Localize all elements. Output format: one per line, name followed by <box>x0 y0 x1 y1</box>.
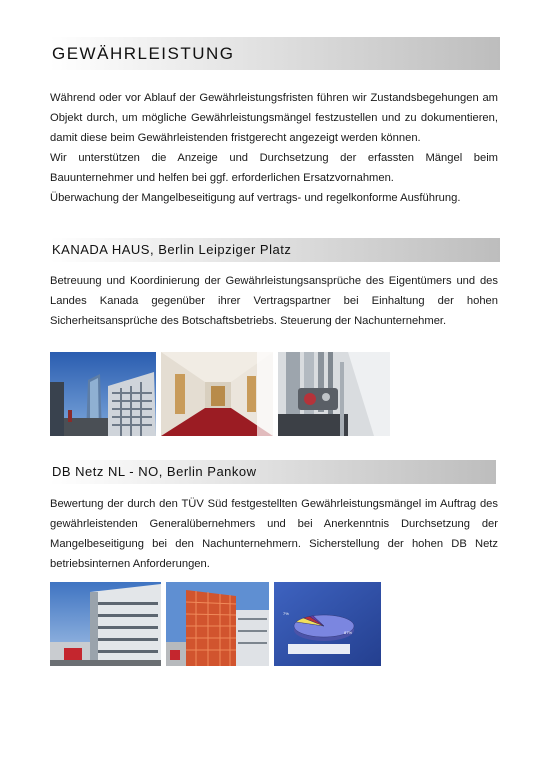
photo-high-rise-buildings <box>50 352 156 436</box>
project-text-db-netz <box>50 494 498 574</box>
intro-paragraph: Wir unterstützen die Anzeige und Durchsetzung der erfassten Mängel beim Bauunternehmer und helfen bei ggf. erforderlichen Ersatzvornahmen. <box>50 152 498 185</box>
project-description: Betreuung und Koordinierung der Gewährleistungsansprüche des Eigentümers und des Landes Kanada gegenüber ihrer Vertragspartner bei Einhaltung der hohen Sicherheitsansprüche des Botschaftsbetriebs. Steuerung der Nachunternehmer. <box>50 275 498 328</box>
photo-pie-chart-slide <box>274 582 381 666</box>
photo-scaffolded-facade <box>166 582 269 666</box>
photo-office-building <box>50 582 161 666</box>
intro-text <box>50 88 498 209</box>
photo-technical-pipes <box>278 352 390 436</box>
page-title: GEWÄHRLEISTUNG <box>50 37 500 70</box>
project-description: Bewertung der durch den TÜV Süd festgestellten Gewährleistungsmängel im Auftrag des gewährleistenden Generalübernehmers und bei Anerkenntnis Durchsetzung der Mangelbeseitigung bei den Nachunternehmern. Sicherstellung der hohen DB Netz betriebsinternen Anforderungen. <box>50 498 498 571</box>
intro-paragraph: Überwachung der Mangelbeseitigung auf vertrags- und regelkonforme Ausführung. <box>50 192 461 205</box>
project-heading-db-netz: DB Netz NL - NO, Berlin Pankow <box>50 460 496 484</box>
project-heading-kanada-haus: KANADA HAUS, Berlin Leipziger Platz <box>50 238 500 262</box>
project-text-kanada-haus <box>50 271 498 331</box>
svg-text:87%: 87% <box>344 630 353 635</box>
photo-corridor-red-carpet <box>161 352 273 436</box>
svg-text:7%: 7% <box>283 611 289 616</box>
intro-paragraph: Während oder vor Ablauf der Gewährleistungsfristen führen wir Zustandsbegehungen am Objekt durch, um mögliche Gewährleistungsmängel festzustellen und zu dokumentieren, damit diese beim Gewährleistenden fristgerecht angezeigt werden können. <box>50 92 498 145</box>
